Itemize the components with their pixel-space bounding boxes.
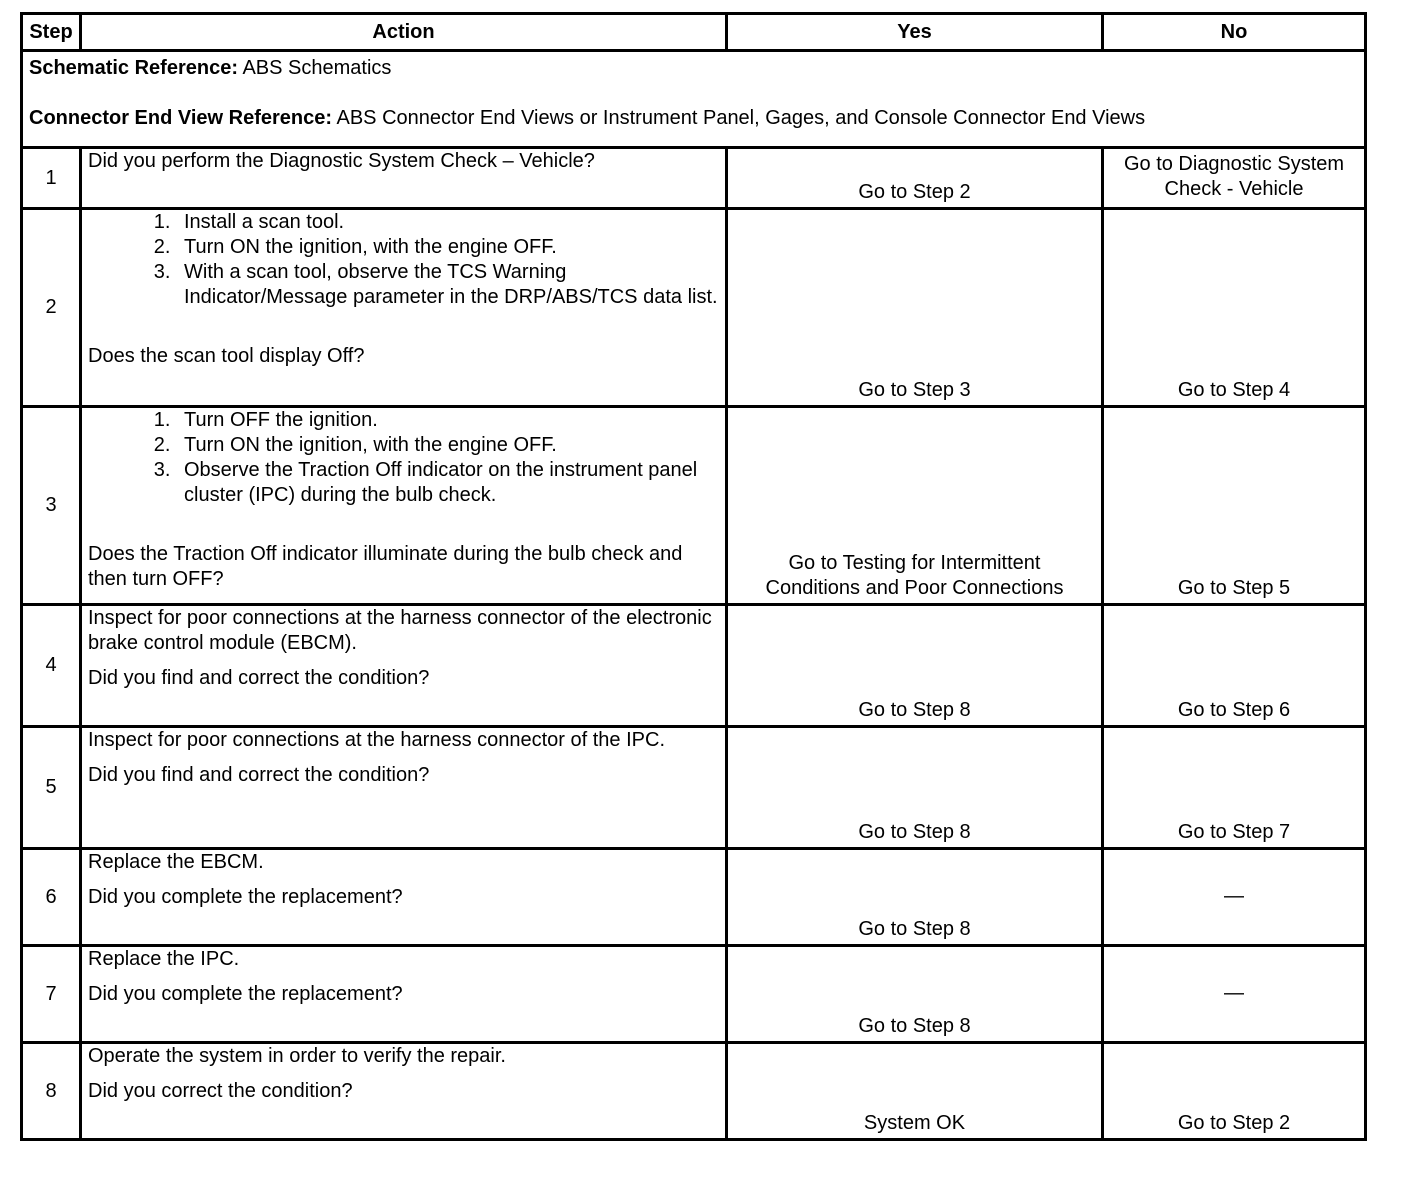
reference-row [22, 51, 1366, 148]
step-number: 7 [22, 946, 81, 1043]
no-cell: — [1103, 946, 1366, 1043]
question: Did you correct the condition? [88, 1080, 353, 1102]
header-action: Action [81, 14, 727, 51]
step-number: 4 [22, 605, 81, 727]
table-row [22, 849, 1366, 946]
question: Did you complete the replacement? [88, 983, 403, 1005]
no-cell: Go to Diagnostic System Check - Vehicle [1103, 148, 1366, 209]
action-cell [81, 1043, 727, 1140]
instruction-list [88, 408, 719, 508]
action-cell [81, 407, 727, 605]
no-cell: — [1103, 849, 1366, 946]
header-no: No [1103, 14, 1366, 51]
action-cell [81, 946, 727, 1043]
action-cell [81, 727, 727, 849]
question: Does the scan tool display Off? [88, 345, 365, 367]
table-row [22, 209, 1366, 407]
yes-cell: Go to Step 8 [727, 727, 1103, 849]
header-yes: Yes [727, 14, 1103, 51]
list-item: 3. Observe the Traction Off indicator on the instrument panel cluster (IPC) during the bulb check. [176, 458, 719, 508]
step-number: 8 [22, 1043, 81, 1140]
instruction: Replace the IPC. [88, 948, 240, 970]
no-cell: Go to Step 2 [1103, 1043, 1366, 1140]
header-row [22, 14, 1366, 51]
table-row [22, 605, 1366, 727]
diagnostic-table [20, 12, 1367, 1141]
no-cell: Go to Step 5 [1103, 407, 1366, 605]
reference-cell [22, 51, 1366, 148]
list-item: 1. Turn OFF the ignition. [176, 408, 719, 433]
header-step: Step [22, 14, 81, 51]
action-cell [81, 605, 727, 727]
question: Did you complete the replacement? [88, 886, 403, 908]
table-row [22, 946, 1366, 1043]
list-item: 1. Install a scan tool. [176, 210, 719, 235]
no-cell: Go to Step 7 [1103, 727, 1366, 849]
step-number: 6 [22, 849, 81, 946]
no-cell: Go to Step 4 [1103, 209, 1366, 407]
instruction-list [88, 210, 719, 310]
table-row [22, 407, 1366, 605]
yes-cell: Go to Testing for Intermittent Conditions and Poor Connections [727, 407, 1103, 605]
step-number: 5 [22, 727, 81, 849]
yes-cell: Go to Step 8 [727, 849, 1103, 946]
list-item: 2. Turn ON the ignition, with the engine OFF. [176, 235, 719, 260]
yes-cell: Go to Step 3 [727, 209, 1103, 407]
question: Did you find and correct the condition? [88, 764, 430, 786]
step-number: 3 [22, 407, 81, 605]
instruction: Inspect for poor connections at the harness connector of the electronic brake control module (EBCM). [88, 607, 712, 654]
yes-cell: Go to Step 2 [727, 148, 1103, 209]
yes-cell: System OK [727, 1043, 1103, 1140]
step-number: 1 [22, 148, 81, 209]
table-row [22, 148, 1366, 209]
yes-cell: Go to Step 8 [727, 605, 1103, 727]
schematic-reference: Schematic Reference: ABS Schematics [29, 57, 392, 79]
table-row [22, 727, 1366, 849]
yes-cell: Go to Step 8 [727, 946, 1103, 1043]
action-cell [81, 209, 727, 407]
question: Did you perform the Diagnostic System Check – Vehicle? [88, 150, 595, 172]
list-item: 3. With a scan tool, observe the TCS Warning Indicator/Message parameter in the DRP/ABS/TCS data list. [176, 260, 719, 310]
instruction: Replace the EBCM. [88, 851, 264, 873]
list-item: 2. Turn ON the ignition, with the engine OFF. [176, 433, 719, 458]
action-cell [81, 849, 727, 946]
table-row [22, 1043, 1366, 1140]
action-cell [81, 148, 727, 209]
instruction: Inspect for poor connections at the harness connector of the IPC. [88, 729, 666, 751]
question: Did you find and correct the condition? [88, 667, 430, 689]
no-cell: Go to Step 6 [1103, 605, 1366, 727]
question: Does the Traction Off indicator illuminate during the bulb check and then turn OFF? [88, 543, 683, 590]
connector-reference: Connector End View Reference: ABS Connector End Views or Instrument Panel, Gages, and Console Connector End Views [29, 107, 1146, 129]
step-number: 2 [22, 209, 81, 407]
instruction: Operate the system in order to verify the repair. [88, 1045, 506, 1067]
